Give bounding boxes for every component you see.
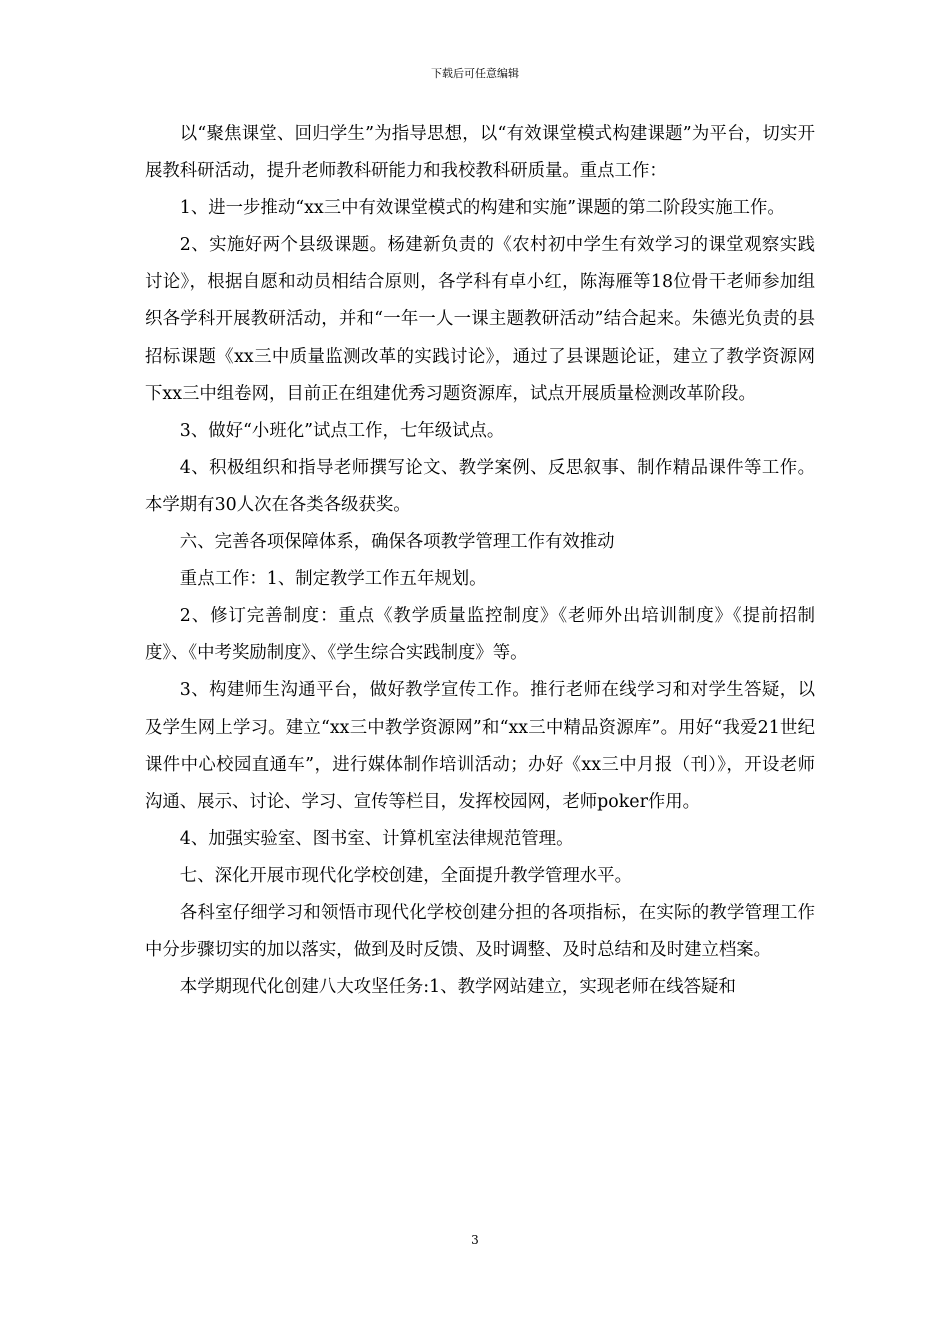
paragraph-item-2-rules: 2、修订完善制度：重点《教学质量监控制度》《老师外出培训制度》《提前招制度》、《中考奖励制度》、《学生综合实践制度》等。 [145,606,815,664]
document-body [145,116,815,1006]
paragraph-item-4-labs: 4、加强实验室、图书室、计算机室法律规范管理。 [179,828,574,849]
paragraph-departments: 各科室仔细学习和领悟市现代化学校创建分担的各项指标，在实际的教学管理工作中分步骤切实的加以落实，做到及时反馈、及时调整、及时总结和及时建立档案。 [145,902,815,961]
paragraph-eight-tasks: 本学期现代化创建八大攻坚任务:1、教学网站建立，实现老师在线答疑和 [179,977,736,998]
paragraph-key-work: 重点工作：1、制定教学工作五年规划。 [179,569,487,590]
paragraph-item-3: 3、做好“小班化”试点工作，七年级试点。 [179,420,505,441]
page-header-note: 下载后可任意编辑 [431,67,519,80]
paragraph-item-1: 1、进一步推动“xx三中有效课堂模式的构建和实施”课题的第二阶段实施工作。 [179,198,785,219]
paragraph-item-2: 2、实施好两个县级课题。杨建新负责的《农村初中学生有效学习的课堂观察实践讨论》，根据自愿和动员相结合原则，各学科有卓小红，陈海雁等18位骨干老师参加组织各学科开展教研活动，并和“一年一人一课主题教研活动”结合起来。朱德光负责的县招标课题《xx三中质量监测改革的实践讨论》，通过了县课题论证，建立了教学资源网下xx三中组卷网，目前正在组建优秀习题资源库，试点开展质量检测改革阶段。 [145,235,815,404]
section-heading-6: 六、完善各项保障体系，确保各项教学管理工作有效推动 [179,532,615,553]
paragraph-guiding-thought: 以“聚焦课堂、回归学生”为指导思想，以“有效课堂模式构建课题”为平台，切实开展教科研活动，提升老师教科研能力和我校教科研质量。重点工作： [145,124,815,182]
section-heading-7: 七、深化开展市现代化学校创建，全面提升教学管理水平。 [179,865,632,886]
paragraph-item-3-platform: 3、构建师生沟通平台，做好教学宣传工作。推行老师在线学习和对学生答疑，以及学生网上学习。建立“xx三中教学资源网”和“xx三中精品资源库”。用好“我爱21世纪课件中心校园直通车”，进行媒体制作培训活动；办好《xx三中月报（刊）》，开设老师沟通、展示、讨论、学习、宣传等栏目，发挥校园网，老师poker作用。 [145,680,815,812]
paragraph-item-4: 4、积极组织和指导老师撰写论文、教学案例、反思叙事、制作精品课件等工作。本学期有30人次在各类各级获奖。 [145,457,815,515]
page-number: 3 [471,1233,479,1247]
